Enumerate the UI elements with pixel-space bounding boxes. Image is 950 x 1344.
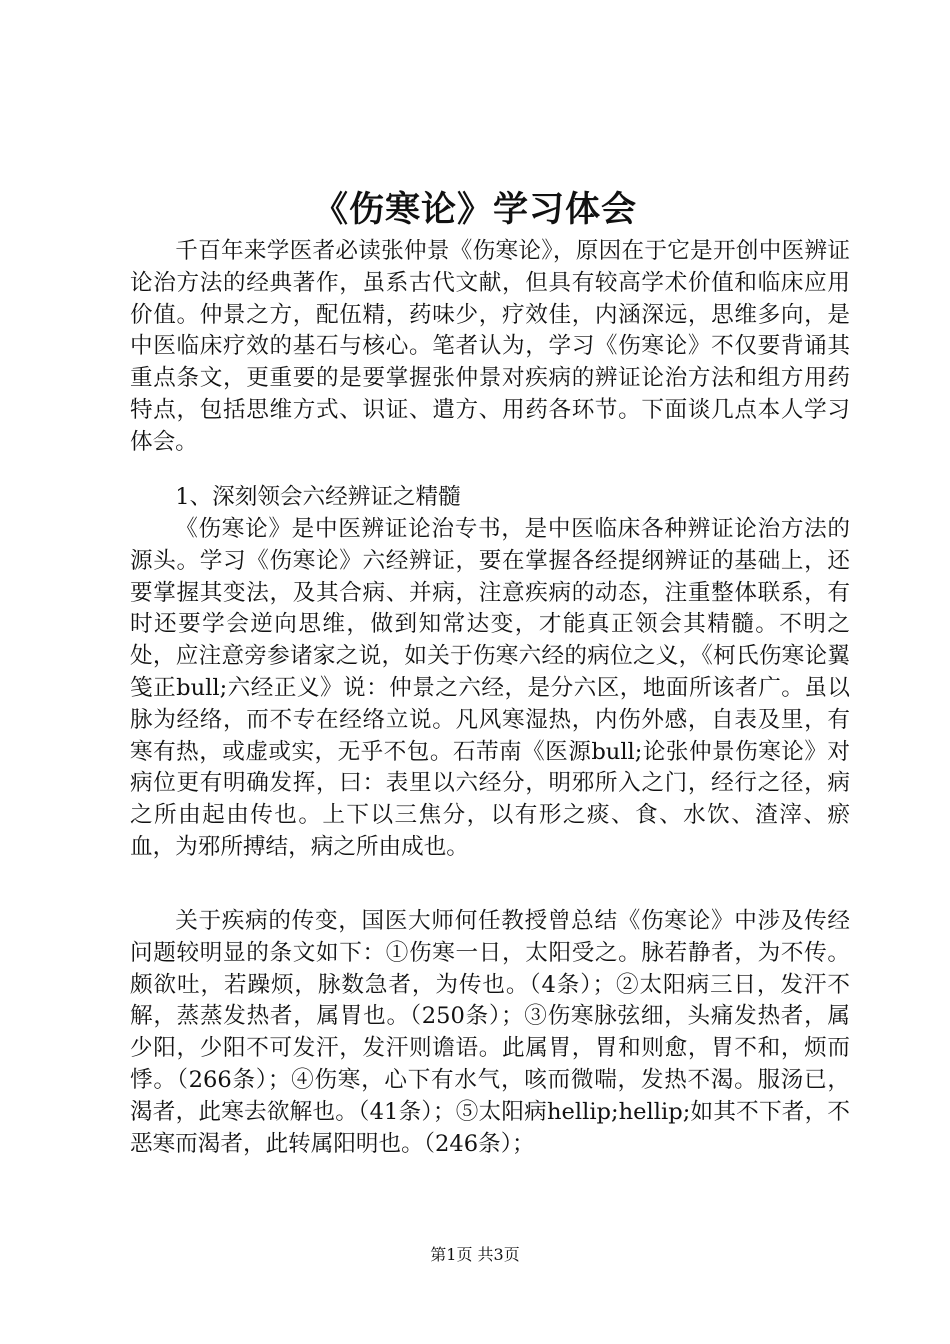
intro-paragraph: 千百年来学医者必读张仲景《伤寒论》，原因在于它是开创中医辨证论治方法的经典著作，虽系古代文献，但具有较高学术价值和临床应用价值。仲景之方，配伍精，药味少，疗效佳，内涵深远，思维多向，是中医临床疗效的基石与核心。笔者认为，学习《伤寒论》不仅要背诵其重点条文，更重要的是要掌握张仲景对疾病的辨证论治方法和组方用药特点，包括思维方式、识证、遣方、用药各环节。下面谈几点本人学习体会。 <box>130 238 850 455</box>
section-paragraph: 《伤寒论》是中医辨证论治专书，是中医临床各种辨证论治方法的源头。学习《伤寒论》六经辨证，要在掌握各经提纲辨证的基础上，还要掌握其变法，及其合病、并病，注意疾病的动态，注重整体联系，有时还要学会逆向思维，做到知常达变，才能真正领会其精髓。不明之处，应注意旁参诸家之说，如关于伤寒六经的病位之义，《柯氏伤寒论翼笺正bull;六经正义》说：仲景之六经，是分六区，地面所该者广。虽以脉为经络，而不专在经络立说。凡风寒湿热，内伤外感，自表及里，有寒有热，或虚或实，无乎不包。石芾南《医源bull;论张仲景伤寒论》对病位更有明确发挥，曰：表里以六经分，明邪所入之门，经行之径，病之所由起由传也。上下以三焦分，以有形之痰、食、水饮、渣滓、瘀血，为邪所搏结，病之所由成也。 <box>130 516 850 860</box>
document-title: 《伤寒论》学习体会 <box>312 190 637 230</box>
page-footer: 第1页 共3页 <box>430 1245 520 1264</box>
transmission-paragraph: 关于疾病的传变，国医大师何任教授曾总结《伤寒论》中涉及传经问题较明显的条文如下：①伤寒一日，太阳受之。脉若静者，为不传。颇欲吐，若躁烦，脉数急者，为传也。（4条）；②太阳病三日，发汗不解，蒸蒸发热者，属胃也。（250条）；③伤寒脉弦细，头痛发热者，属少阳，少阳不可发汗，发汗则谵语。此属胃，胃和则愈，胃不和，烦而悸。（266条）；④伤寒，心下有水气，咳而微喘，发热不渴。服汤已，渴者，此寒去欲解也。（41条）；⑤太阳病hellip;hellip;如其不下者，不恶寒而渴者，此转属阳明也。（246条）； <box>130 908 850 1157</box>
section-heading: 1、深刻领会六经辨证之精髓 <box>175 484 461 510</box>
